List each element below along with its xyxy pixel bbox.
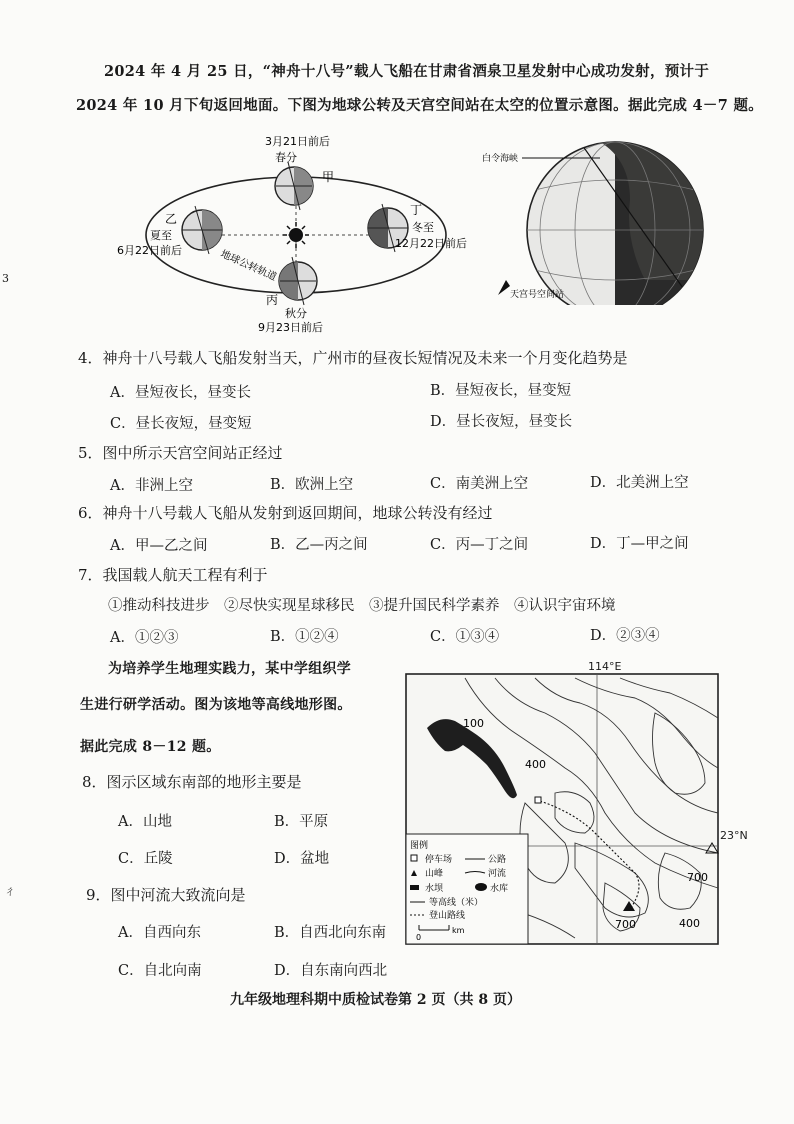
station-label: 天宫号空间站 xyxy=(510,290,565,300)
right-term: 冬至 xyxy=(412,221,434,234)
q4-option-b: B．昼短夜长，昼变短 xyxy=(430,383,572,399)
q7-option-c: C．①③④ xyxy=(430,629,500,645)
page-footer: 九年级地理科期中质检试卷第 2 页（共 8 页） xyxy=(230,992,521,1008)
q5-option-a: A．非洲上空 xyxy=(110,478,193,494)
left-date: 6月22日前后 xyxy=(117,244,182,257)
earth-bing-icon xyxy=(279,257,317,305)
bottom-date: 9月23日前后 xyxy=(258,321,323,334)
q7-items: ①推动科技进步 ②尽快实现星球移民 ③提升国民科学素养 ④认识宇宙环境 xyxy=(108,598,616,614)
right-date: 12月22日前后 xyxy=(395,237,467,250)
q9-stem: 9．图中河流大致流向是 xyxy=(86,886,246,904)
longitude-label: 114°E xyxy=(588,660,622,673)
legend-river: 河流 xyxy=(488,869,507,879)
legend-reservoir: 水库 xyxy=(490,884,509,894)
q6-option-c: C．丙—丁之间 xyxy=(430,537,529,553)
parking-icon xyxy=(535,797,541,803)
top-term: 春分 xyxy=(275,151,297,164)
q8-stem: 8．图示区域东南部的地形主要是 xyxy=(82,773,302,791)
legend-route: 登山路线 xyxy=(429,911,466,921)
legend-dam-icon xyxy=(410,885,419,890)
legend-contour: 等高线（米） xyxy=(429,898,484,908)
legend-road: 公路 xyxy=(488,855,507,865)
label-ding: 丁 xyxy=(410,203,423,217)
q5-stem: 5．图中所示天宫空间站正经过 xyxy=(78,444,283,462)
q5-option-d: D．北美洲上空 xyxy=(590,475,689,491)
legend-reservoir-icon xyxy=(475,883,487,891)
map-legend xyxy=(406,834,528,944)
q9-option-d: D．自东南向西北 xyxy=(274,963,388,979)
bottom-term: 秋分 xyxy=(285,307,307,320)
legend-title: 图例 xyxy=(410,841,429,851)
intro-line-2: 2024 年 10 月下旬返回地面。下图为地球公转及天宫空间站在太空的位置示意图。据此完成 4－7 题。 xyxy=(76,97,764,114)
q6-stem: 6．神舟十八号载人飞船从发射到返回期间，地球公转没有经过 xyxy=(78,504,493,522)
q7-option-d: D．②③④ xyxy=(590,628,660,644)
legend-dam: 水坝 xyxy=(425,884,444,894)
contour-label-700: 700 xyxy=(687,871,708,884)
left-term: 夏至 xyxy=(150,229,172,242)
intro2-line-3: 据此完成 8－12 题。 xyxy=(80,739,221,755)
q7-option-b: B．①②④ xyxy=(270,629,339,645)
label-jia: 甲 xyxy=(322,170,335,184)
q8-option-a: A．山地 xyxy=(118,814,172,830)
legend-peak: 山峰 xyxy=(425,869,444,879)
orbit-diagram xyxy=(110,128,490,340)
q9-option-b: B．自西北向东南 xyxy=(274,925,387,941)
label-yi: 乙 xyxy=(165,212,178,226)
intro-line-1: 2024 年 4 月 25 日，“神舟十八号”载人飞船在甘肃省酒泉卫星发射中心成功发射，预计于 xyxy=(104,63,710,80)
earth-jia-icon xyxy=(275,162,313,210)
top-date: 3月21日前后 xyxy=(265,135,330,148)
q6-option-d: D．丁—甲之间 xyxy=(590,536,689,552)
q9-option-c: C．自北向南 xyxy=(118,963,202,979)
margin-mark: ㄔ xyxy=(4,884,17,898)
q7-stem: 7．我国载人航天工程有利于 xyxy=(78,566,268,584)
margin-mark: 3 xyxy=(2,272,9,285)
q5-option-b: B．欧洲上空 xyxy=(270,477,354,493)
q8-option-b: B．平原 xyxy=(274,814,329,830)
contour-label-400: 400 xyxy=(525,758,546,771)
latitude-label: 23°N xyxy=(720,829,748,842)
contour-label-400: 400 xyxy=(679,917,700,930)
space-station-icon xyxy=(498,280,510,295)
legend-parking: 停车场 xyxy=(425,855,453,865)
sun-icon xyxy=(283,222,309,248)
q6-option-b: B．乙—丙之间 xyxy=(270,537,368,553)
orbit-name: 地球公转轨道 xyxy=(218,248,279,284)
q4-option-d: D．昼长夜短，昼变长 xyxy=(430,414,573,430)
strait-label: 白令海峡 xyxy=(482,154,519,164)
earth-yi-icon xyxy=(182,206,222,254)
q4-option-c: C．昼长夜短，昼变短 xyxy=(110,416,252,432)
intro2-line-1: 为培养学生地理实践力，某中学组织学 xyxy=(108,661,352,677)
q5-option-c: C．南美洲上空 xyxy=(430,476,529,492)
intro2-line-2: 生进行研学活动。图为该地等高线地形图。 xyxy=(80,697,352,713)
q4-stem: 4．神舟十八号载人飞船发射当天，广州市的昼夜长短情况及未来一个月变化趋势是 xyxy=(78,349,628,367)
scale-unit: km xyxy=(452,926,465,935)
legend-parking-icon xyxy=(411,855,417,861)
q8-option-c: C．丘陵 xyxy=(118,851,173,867)
contour-label-100: 100 xyxy=(463,717,484,730)
scale-zero: 0 xyxy=(416,933,422,942)
contour-map xyxy=(405,673,719,945)
q9-option-a: A．自西向东 xyxy=(118,925,201,941)
q4-option-a: A．昼短夜长，昼变长 xyxy=(110,385,251,401)
q7-option-a: A．①②③ xyxy=(110,630,179,646)
q8-option-d: D．盆地 xyxy=(274,851,330,867)
contour-label-700: 700 xyxy=(615,918,636,931)
globe-diagram xyxy=(480,130,730,305)
label-bing: 丙 xyxy=(266,293,279,307)
q6-option-a: A．甲—乙之间 xyxy=(110,538,208,554)
